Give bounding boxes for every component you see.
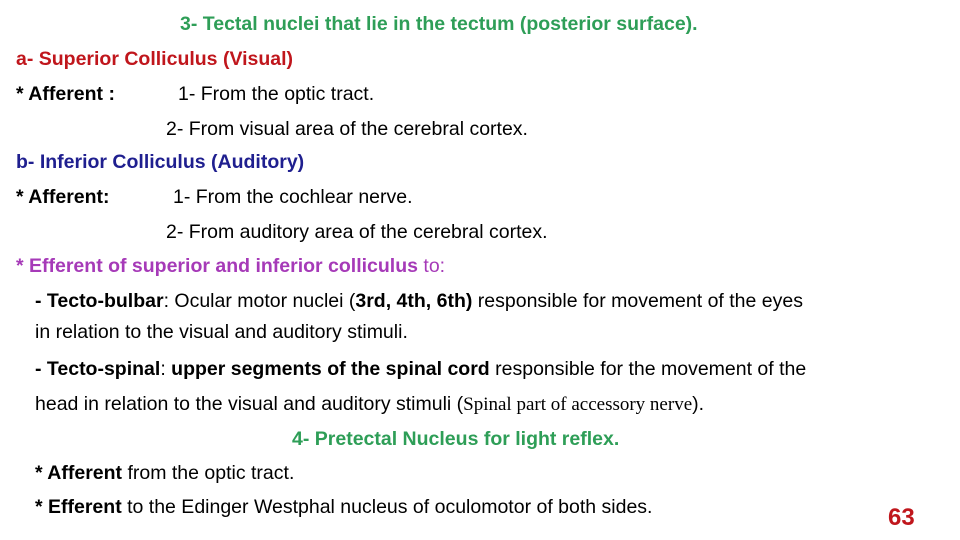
page-number: 63	[888, 504, 915, 531]
tecto-spinal-text: responsible for the movement of the	[489, 358, 807, 380]
tecto-spinal-note: Spinal part of accessory nerve	[463, 394, 693, 415]
pretectal-afferent-text: from the optic tract.	[122, 462, 295, 484]
inferior-afferent-label: * Afferent:	[16, 186, 110, 208]
superior-afferent-item-2: 2- From visual area of the cerebral cortex.	[166, 118, 528, 140]
tecto-bulbar-label: - Tecto-bulbar	[35, 290, 164, 312]
efferent-heading	[16, 254, 445, 278]
pretectal-afferent-label: * Afferent	[35, 462, 123, 484]
efferent-heading-tail: to:	[417, 255, 446, 277]
tecto-bulbar-line-2: in relation to the visual and auditory stimuli.	[35, 321, 408, 343]
pretectal-efferent-text: to the Edinger Westphal nucleus of oculomotor of both sides.	[121, 496, 653, 518]
superior-afferent-item-1: 1- From the optic tract.	[178, 83, 375, 105]
inferior-afferent-item-2: 2- From auditory area of the cerebral cortex.	[166, 221, 548, 243]
pretectal-efferent-label: * Efferent	[35, 496, 122, 518]
tecto-spinal-line	[35, 357, 806, 381]
tecto-spinal-line-2-text: head in relation to the visual and auditory stimuli (	[35, 393, 464, 415]
tecto-spinal-colon: :	[160, 358, 172, 380]
inferior-afferent-item-1: 1- From the cochlear nerve.	[173, 186, 413, 208]
section-heading-tectal: 3- Tectal nuclei that lie in the tectum (posterior surface).	[180, 13, 698, 35]
section-heading-pretectal: 4- Pretectal Nucleus for light reflex.	[292, 428, 620, 450]
tecto-bulbar-text: : Ocular motor nuclei (	[163, 290, 356, 312]
tecto-spinal-target: upper segments of the spinal cord	[171, 358, 490, 380]
superior-afferent-label: * Afferent :	[16, 83, 115, 105]
pretectal-efferent-line	[35, 495, 652, 519]
inferior-colliculus-title: b- Inferior Colliculus (Auditory)	[16, 151, 305, 173]
efferent-heading-bold: * Efferent of superior and inferior colliculus	[16, 255, 418, 277]
pretectal-afferent-line	[35, 461, 294, 485]
tecto-spinal-label: - Tecto-spinal	[35, 358, 161, 380]
tecto-spinal-line-2	[35, 392, 704, 417]
superior-colliculus-title: a- Superior Colliculus (Visual)	[16, 48, 294, 70]
tecto-bulbar-nuclei: 3rd, 4th, 6th)	[355, 290, 473, 312]
tecto-bulbar-text-tail: responsible for movement of the eyes	[472, 290, 803, 312]
tecto-bulbar-line	[35, 289, 803, 313]
tecto-spinal-close: ).	[692, 393, 705, 415]
